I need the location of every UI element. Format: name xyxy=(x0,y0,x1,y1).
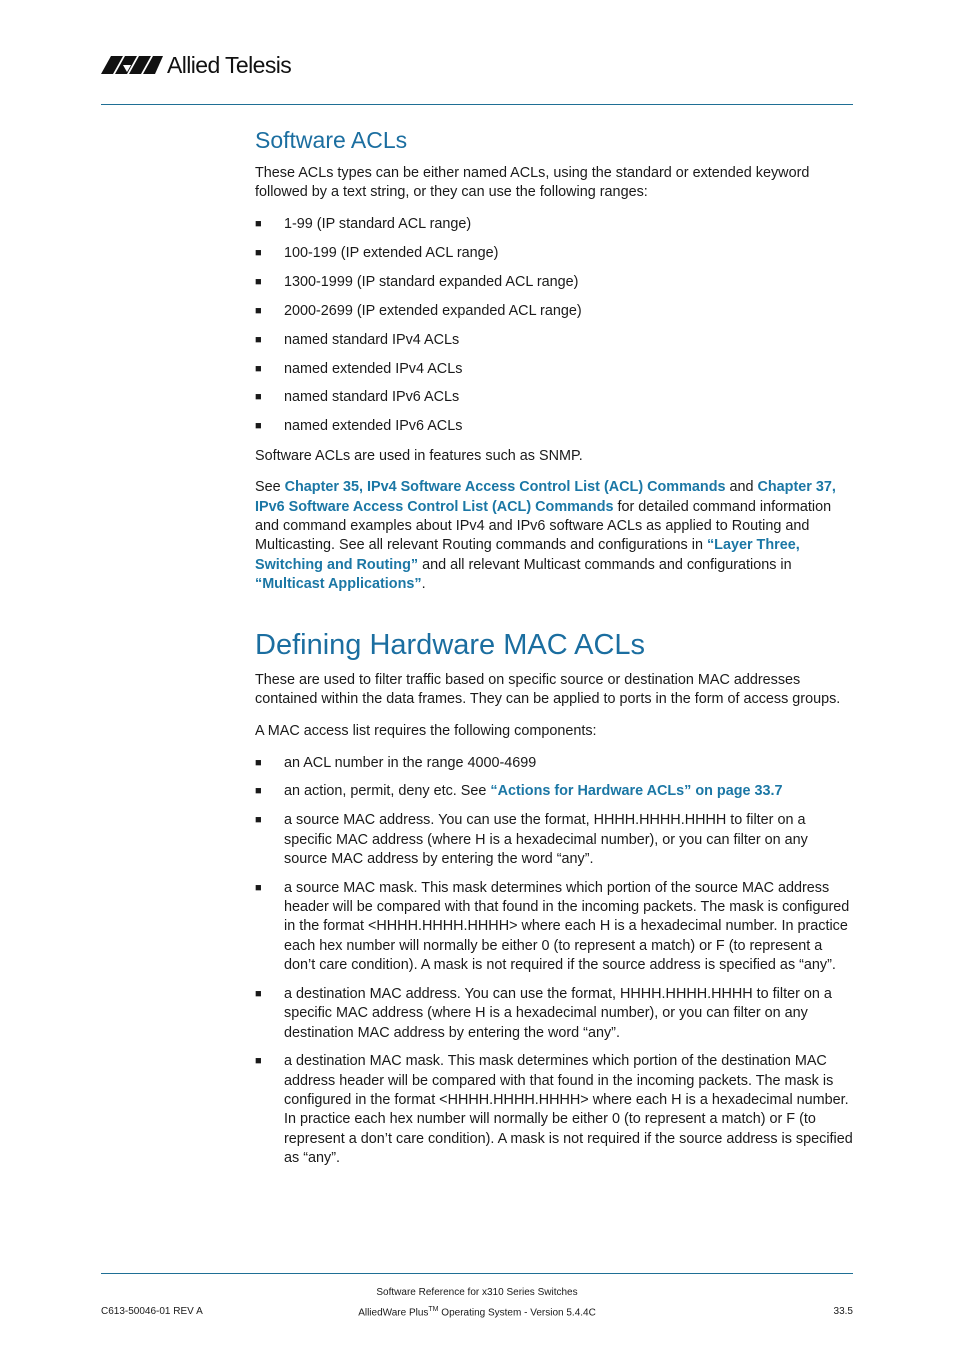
bullet-icon: ■ xyxy=(255,785,262,798)
footer-os-version: AlliedWare Plus™ Operating System - Version 5.4.4C xyxy=(358,1306,596,1319)
footer-page-number: 33.5 xyxy=(833,1306,853,1317)
bullet-icon: ■ xyxy=(255,881,262,894)
logo-mark-icon xyxy=(101,56,163,74)
list-item: ■ an action, permit, deny etc. See “Actions for Hardware ACLs” on page 33.7 xyxy=(255,782,855,801)
footer-rule xyxy=(101,1273,853,1274)
software-acls-usage: Software ACLs are used in features such as SNMP. xyxy=(255,447,583,464)
bullet-icon: ■ xyxy=(255,218,262,231)
brand-name: Allied Telesis xyxy=(167,51,292,78)
bullet-icon: ■ xyxy=(255,756,262,769)
footer-doc-id: C613-50046-01 REV A xyxy=(101,1306,203,1317)
list-item: ■ named extended IPv4 ACLs xyxy=(255,360,855,379)
list-item: ■ 2000-2699 (IP extended expanded ACL range) xyxy=(255,302,855,321)
footer-doc-title: Software Reference for x310 Series Switches xyxy=(376,1287,578,1298)
bullet-icon: ■ xyxy=(255,333,262,346)
bullet-icon: ■ xyxy=(255,1055,262,1068)
list-item: ■ named extended IPv6 ACLs xyxy=(255,417,855,436)
mac-acl-components-list xyxy=(255,754,855,1169)
software-acls-intro: These ACLs types can be either named ACLs, using the standard or extended keyword followed by a text string, or they can use the following ranges: xyxy=(255,165,810,201)
bullet-icon: ■ xyxy=(255,420,262,433)
mac-acls-intro: These are used to filter traffic based on specific source or destination MAC addresses contained within the data frames. They can be applied to ports in the form of access groups. xyxy=(255,671,841,707)
list-item: ■ a destination MAC mask. This mask determines which portion of the destination MAC address header will be compared with that found in the incoming packets. The mask is configured in the format <HHHH.HHHH.HHHH> where each H is a hexadecimal number. In practice each hex number will normally be either 0 (to represent a match) or F (to represent a don’t care condition). A mask is not required if the source address is specified as “any”. xyxy=(255,1053,853,1166)
bullet-icon: ■ xyxy=(255,275,262,288)
acl-range-list xyxy=(255,215,855,437)
section-heading-hardware-mac-acls: Defining Hardware MAC ACLs xyxy=(255,628,646,661)
section-heading-software-acls: Software ACLs xyxy=(255,127,408,153)
mac-acls-lead: A MAC access list requires the following components: xyxy=(255,722,597,739)
link-ipv4-acl-chapter[interactable]: Chapter 35, IPv4 Software Access Control List (ACL) Commands xyxy=(284,479,726,496)
list-item: ■ an ACL number in the range 4000-4699 xyxy=(255,754,855,773)
list-item: ■ 1300-1999 (IP standard expanded ACL range) xyxy=(255,273,855,292)
list-item: ■ a source MAC mask. This mask determines which portion of the source MAC address header will be compared with that found in the incoming packets. The mask is configured in the format <HHHH.HHHH.HHHH> where each H is a hexadecimal number. In practice each hex number will normally be either 0 (to represent a match) or F (to represent a don’t care condition). A mask is not required if the source address is specified as “any”. xyxy=(255,879,850,974)
list-item: ■ named standard IPv4 ACLs xyxy=(255,331,855,350)
bullet-icon: ■ xyxy=(255,987,262,1000)
link-layer-three[interactable]: “Layer Three, Switching and Routing” xyxy=(255,537,800,573)
see-also-paragraph: See Chapter 35, IPv4 Software Access Control List (ACL) Commands and Chapter 37, IPv6 Software Access Control List (ACL) Commands for detailed command information and command examples about IPv4 and IPv6 software ACLs as applied to Routing and Multicasting. See all relevant Routing commands and configurations in “Layer Three, Switching and Routing” and all relevant Multicast commands and configurations in “Multicast Applications”. xyxy=(255,479,836,592)
link-ipv6-acl-chapter[interactable]: Chapter 37, IPv6 Software Access Control List (ACL) Commands xyxy=(255,479,836,515)
link-actions-hardware-acls[interactable]: “Actions for Hardware ACLs” on page 33.7 xyxy=(490,783,783,800)
bullet-icon: ■ xyxy=(255,814,262,827)
bullet-icon: ■ xyxy=(255,362,262,375)
allied-telesis-logo xyxy=(101,52,291,78)
link-multicast-applications[interactable]: “Multicast Applications” xyxy=(255,575,422,592)
list-item: ■ 100-199 (IP extended ACL range) xyxy=(255,244,855,263)
page-content xyxy=(255,125,855,1178)
bullet-icon: ■ xyxy=(255,246,262,259)
list-item: ■ named standard IPv6 ACLs xyxy=(255,388,855,407)
list-item: ■ 1-99 (IP standard ACL range) xyxy=(255,215,855,234)
header-rule xyxy=(101,104,853,105)
list-item: ■ a destination MAC address. You can use the format, HHHH.HHHH.HHHH to filter on a specific MAC address (where H is a hexadecimal number), or you can filter on any destination MAC address by entering the word “any”. xyxy=(255,985,832,1041)
bullet-icon: ■ xyxy=(255,391,262,404)
list-item: ■ a source MAC address. You can use the format, HHHH.HHHH.HHHH to filter on a specific MAC address (where H is a hexadecimal number), or you can filter on any source MAC address by entering the word “any”. xyxy=(255,812,808,867)
bullet-icon: ■ xyxy=(255,304,262,317)
